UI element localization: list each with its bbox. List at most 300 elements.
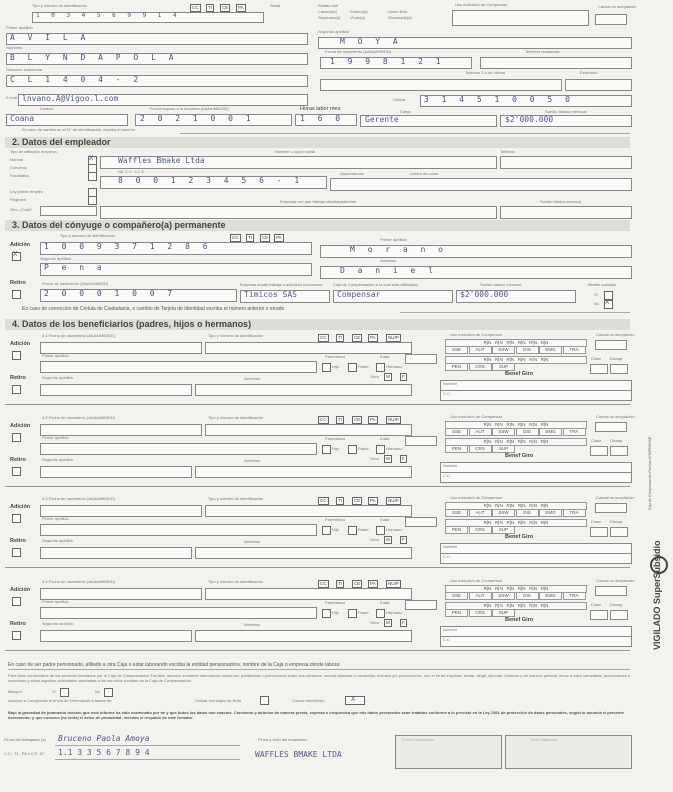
benef-nombre-label: Nombre <box>443 463 458 468</box>
nombres-value: B L Y N D A P O L A <box>10 53 178 62</box>
celular-label: Celular <box>393 97 406 102</box>
tipo-ley: Ley primer empleo <box>10 189 44 194</box>
benef-edad-label: Edad <box>380 354 390 359</box>
benef-doc-ti[interactable]: TI <box>338 498 342 503</box>
benef-segundo-field[interactable] <box>40 630 192 642</box>
celular-mensajes-label: Celular mensajes de texto <box>195 698 242 703</box>
section-2-title: 2. Datos del empleador <box>12 137 111 147</box>
benef-padre-label: Padre <box>358 527 369 532</box>
firma-trab-line <box>55 745 240 746</box>
benef-discap-box <box>610 364 628 374</box>
benef-adicion-checkbox[interactable] <box>12 433 21 442</box>
benef-discap-label: Discap <box>610 438 623 443</box>
dependencia-label: Dependencia <box>340 171 364 176</box>
benef-doc-cc[interactable]: CC <box>320 417 327 422</box>
benef-fecha-label: 4.3 Fecha de nacimiento (AAAA/MM/DD) <box>42 496 115 501</box>
benef-nombre-label: Nombre <box>443 381 458 386</box>
telefono-oficina-field[interactable] <box>320 79 562 91</box>
benef-doc-pa[interactable]: PA <box>370 581 376 586</box>
benef-doc-nuip[interactable]: NUIP <box>388 417 399 422</box>
conyuge-nombres-value: D a n i e l <box>340 266 437 275</box>
benef-numero-field[interactable] <box>205 424 412 436</box>
benef-hermano-label: Hermano <box>386 364 403 369</box>
benef-rn-row-2: R|N R|N R|N R|N R|N R|N <box>445 356 587 364</box>
correccion-line <box>400 312 630 313</box>
horas-value: 1 6 0 <box>300 114 345 123</box>
benef-causal-label: Causal no aceptación <box>596 414 635 419</box>
correo-label: Correo electrónico <box>292 698 325 703</box>
benef-sexo-label: Sexo <box>370 456 380 461</box>
conyuge-primer-value: M o r a n o <box>350 245 447 254</box>
causal-top: Causal no aceptación <box>598 4 637 9</box>
benef-edad-field[interactable] <box>405 354 437 364</box>
conyuge-subsidio-label: Recibe subsidio <box>588 282 617 287</box>
uso-cell: AUT <box>469 428 492 436</box>
uso-cell: CRS <box>469 609 492 617</box>
benef-cc-label: C.C. <box>443 637 451 642</box>
cc-value: 1.1 3 3 5 6 7 8 9 4 <box>58 748 150 757</box>
benef-adicion-checkbox[interactable] <box>12 351 21 360</box>
doc-option-pa[interactable]: PA <box>238 5 244 10</box>
conyuge-fecha-value: 2 0 0 0 1 0 0 7 <box>44 289 177 298</box>
estado-civil-label: Estado civil <box>318 3 339 8</box>
benef-causal-label: Causal no aceptación <box>596 495 635 500</box>
marque-si-checkbox[interactable] <box>60 688 69 697</box>
pensionado-line <box>8 669 630 670</box>
tipo-facultativo-checkbox[interactable] <box>88 172 97 181</box>
benef-sexo-f[interactable]: F <box>402 374 405 379</box>
benef-edad-field[interactable] <box>405 436 437 446</box>
uso-cell: TRA <box>563 592 586 600</box>
benef-tipo-label: Tipo y número de identificación <box>208 496 264 501</box>
celular-mensajes-checkbox[interactable] <box>260 696 269 705</box>
benef-doc-cc[interactable]: CC <box>320 498 327 503</box>
benef-clase-box <box>590 446 608 456</box>
uso-cell: PEN <box>445 526 468 534</box>
horas-label: Horas labor mes <box>300 106 341 112</box>
benef-rn-row-2: R|N R|N R|N R|N R|N R|N <box>445 438 587 446</box>
benef-giro-label: Benef Giro <box>505 453 534 459</box>
benef-tipo-label: Tipo y número de identificación <box>208 579 264 584</box>
cc-label: C.C., T.I., PA ó C.E. N° <box>4 751 45 756</box>
empleador-nombre-label: Nombre o razón social <box>275 149 316 154</box>
benef-doc-ti[interactable]: TI <box>338 417 342 422</box>
uso-cell: SSE <box>445 346 468 354</box>
conyuge-doc-ce[interactable]: CE <box>262 235 269 240</box>
benef-numero-field[interactable] <box>205 588 412 600</box>
benef-doc-ce[interactable]: CE <box>354 417 361 422</box>
benef-sexo-f[interactable]: F <box>402 620 405 625</box>
dependencia-field[interactable] <box>330 178 632 191</box>
firma-emp-value: WAFFLES BMAKE LTDA <box>255 750 342 759</box>
uso-cell: EMG <box>539 428 562 436</box>
conyuge-doc-pa[interactable]: PA <box>276 235 282 240</box>
benef-doc-nuip[interactable]: NUIP <box>388 581 399 586</box>
benef-discap-label: Discap <box>610 519 623 524</box>
tipo-normal: Normal <box>10 157 23 162</box>
conyuge-segundo-label: Segundo apellido <box>40 256 71 261</box>
benef-hijo-checkbox[interactable] <box>322 526 331 535</box>
fecha-nac-label: Fecha de nacimiento (AAAA/MM/DD) <box>325 49 392 54</box>
benef-primer-field[interactable] <box>40 361 317 373</box>
benef-hermano-label: Hermano <box>386 527 403 532</box>
conyuge-no-mark: X <box>605 298 610 306</box>
benef-primer-field[interactable] <box>40 524 317 536</box>
emp-sueldo-field[interactable] <box>500 206 632 219</box>
benef-hermano-checkbox[interactable] <box>376 526 385 535</box>
uso-cell: PEN <box>445 445 468 453</box>
benef-segundo-field[interactable] <box>40 384 192 396</box>
telefono-oficina-label: Teléfono 2 o de oficina <box>465 70 506 75</box>
benef-parentesco-label: Parentesco <box>325 600 346 605</box>
benef-segundo-label: Segundo apellido <box>42 375 73 380</box>
benef-giro-label: Benef Giro <box>505 534 534 540</box>
benef-nombres-field[interactable] <box>195 547 412 559</box>
benef-discap-label: Discap <box>610 356 623 361</box>
uso-cell: SSE <box>445 509 468 517</box>
benef-tipo-label: Tipo y número de identificación <box>208 415 264 420</box>
benef-separator <box>5 486 630 487</box>
benef-doc-ti[interactable]: TI <box>338 335 342 340</box>
benef-sexo-m[interactable]: M <box>386 456 390 461</box>
benef-doc-nuip[interactable]: NUIP <box>388 498 399 503</box>
firma-emp-label: Firma y sello del empleador <box>258 737 308 742</box>
nit-label: Nit, C.C. o C.E. <box>118 169 146 174</box>
benef-cc-label: C.C. <box>443 554 451 559</box>
conyuge-caja-label: Caja de Compensación a la cual está afiliado(a) <box>333 282 418 287</box>
marque-no-checkbox[interactable] <box>104 688 113 697</box>
benef-rn-row: R|N R|N R|N R|N R|N R|N <box>445 421 587 429</box>
benef-nombres-label: Nombres <box>244 539 261 544</box>
conyuge-adicion-mark: X <box>13 250 18 258</box>
benef-sexo-f[interactable]: F <box>402 456 405 461</box>
uso-cell: AUT <box>469 346 492 354</box>
benef-nombres-field[interactable] <box>195 384 412 396</box>
benef-doc-cc[interactable]: CC <box>320 335 327 340</box>
benef-retiro-label: Retiro <box>10 375 26 381</box>
benef-uso-label: Uso exclusivo de Compensar <box>450 414 503 419</box>
benef-segundo-field[interactable] <box>40 466 192 478</box>
benef-rn-row-2: R|N R|N R|N R|N R|N R|N <box>445 519 587 527</box>
uso-cell: PEN <box>445 609 468 617</box>
benef-clase-box <box>590 364 608 374</box>
nit-value: 8 0 0 1 2 3 4 5 6 - 1 <box>118 176 304 185</box>
doc-option-ti[interactable]: TI <box>208 5 212 10</box>
benef-rn-row-2: R|N R|N R|N R|N R|N R|N <box>445 602 587 610</box>
benef-fecha-label: 4.2 Fecha de nacimiento (AAAA/MM/DD) <box>42 415 115 420</box>
causal-box-top <box>595 14 627 25</box>
benef-nombres-label: Nombres <box>244 376 261 381</box>
estado-union[interactable]: Unión libre <box>388 9 408 14</box>
benef-hermano-label: Hermano <box>386 446 403 451</box>
uso-cell: DIS <box>516 592 539 600</box>
benef-sexo-m[interactable]: M <box>386 537 390 542</box>
benef-padre-label: Padre <box>358 610 369 615</box>
conyuge-retiro-checkbox[interactable] <box>12 290 21 299</box>
benef-giro-label: Benef Giro <box>505 617 534 623</box>
benef-padre-checkbox[interactable] <box>348 363 357 372</box>
estado-divorciado[interactable]: Divorciado(a) <box>388 15 412 20</box>
benef-hermano-label: Hermano <box>386 610 403 615</box>
benef-discap-box <box>610 610 628 620</box>
uso-cell: AUT <box>469 509 492 517</box>
sueldo-value: $2'000.000 <box>505 115 554 124</box>
benef-segundo-label: Segundo apellido <box>42 538 73 543</box>
benef-discap-box <box>610 446 628 456</box>
benef-padre-checkbox[interactable] <box>348 445 357 454</box>
benef-primer-field[interactable] <box>40 443 317 455</box>
benef-parentesco-label: Parentesco <box>325 436 346 441</box>
benef-adicion-checkbox[interactable] <box>12 597 21 606</box>
tipo-regimen-checkbox[interactable] <box>88 196 97 205</box>
uso-exclusivo-top: Uso exclusivo de Compensar <box>455 2 508 7</box>
benef-hijo-checkbox[interactable] <box>322 445 331 454</box>
benef-retiro-label: Retiro <box>10 457 26 463</box>
extension-label: Extensión <box>580 70 598 75</box>
sello-digitacion-box <box>505 735 632 769</box>
benef-retiro-checkbox[interactable] <box>12 385 21 394</box>
conyuge-si-label: Sí <box>594 292 598 297</box>
benef-nombres-field[interactable] <box>195 466 412 478</box>
tipo-otro-field[interactable] <box>40 206 97 216</box>
uso-cell: EMG <box>539 509 562 517</box>
estado-viudo[interactable]: Viudo(a) <box>350 15 366 20</box>
uso-cell: DIS <box>516 346 539 354</box>
marque-no-label: No <box>95 689 101 694</box>
benef-doc-ce[interactable]: CE <box>354 581 361 586</box>
benef-doc-pa[interactable]: PA <box>370 417 376 422</box>
telefono-label: Teléfono residencia <box>525 49 560 54</box>
benef-sexo-label: Sexo <box>370 374 380 379</box>
benef-hermano-checkbox[interactable] <box>376 445 385 454</box>
benef-uso-label: Uso exclusivo de Compensar <box>450 495 503 500</box>
benef-adicion-label: Adición <box>10 423 31 429</box>
supersubsidio-logo-icon <box>650 556 668 574</box>
benef-doc-cc[interactable]: CC <box>320 581 327 586</box>
benef-cc-field[interactable] <box>440 390 632 401</box>
uso-cell: EMG <box>539 592 562 600</box>
uso-cell: TRA <box>563 428 586 436</box>
sello-digitacion-label: Sello Digitación <box>530 737 558 742</box>
benef-segundo-label: Segundo apellido <box>42 457 73 462</box>
empleador-telefono-field[interactable] <box>500 156 632 169</box>
cargo-value: Gerente <box>365 115 399 124</box>
direccion-label: Dirección residencia <box>6 67 43 72</box>
benef-giro-label: Benef Giro <box>505 371 534 377</box>
benef-separator <box>5 567 630 568</box>
fecha-nac-value: 1 9 9 8 1 2 1 <box>330 57 445 66</box>
benef-retiro-label: Retiro <box>10 621 26 627</box>
extension-field[interactable] <box>565 79 632 91</box>
benef-clase-label: Clase <box>591 438 602 443</box>
simultanea-label: Empresa con que trabaja simultáneamente <box>280 199 357 204</box>
benef-adicion-label: Adición <box>10 587 31 593</box>
firma-trab-label: Firma del trabajador (a) <box>4 737 46 742</box>
uso-cell: AUT <box>469 592 492 600</box>
benef-padre-checkbox[interactable] <box>348 609 357 618</box>
benef-hermano-checkbox[interactable] <box>376 363 385 372</box>
benef-hijo-label: Hijo <box>332 446 339 451</box>
benef-adicion-label: Adición <box>10 341 31 347</box>
fecha-ingreso-label: Fecha ingreso a la empresa (AAAA/MM/DD) <box>150 106 229 111</box>
benef-separator <box>5 404 630 405</box>
benef-cc-field[interactable] <box>440 472 632 483</box>
uso-cell: SUP <box>492 445 515 453</box>
benef-primer-field[interactable] <box>40 607 317 619</box>
uso-cell: CRS <box>469 363 492 371</box>
nombres-label: Nombres <box>6 45 23 50</box>
benef-retiro-checkbox[interactable] <box>12 467 21 476</box>
primer-apellido-label: Primer apellido <box>6 25 33 30</box>
primer-apellido-value: A V I L A <box>10 33 90 42</box>
uso-cell: SSE <box>445 428 468 436</box>
benef-doc-ti[interactable]: TI <box>338 581 342 586</box>
benef-doc-ce[interactable]: CE <box>354 498 361 503</box>
benef-cc-field[interactable] <box>440 553 632 564</box>
benef-padre-label: Padre <box>358 446 369 451</box>
benef-numero-field[interactable] <box>205 505 412 517</box>
benef-clase-box <box>590 527 608 537</box>
benef-hijo-label: Hijo <box>332 610 339 615</box>
uso-cell: PEN <box>445 363 468 371</box>
juramento-text: Bajo la gravedad de juramento declaro que este informe ha sido examinado por mí y que todos los datos son exactos. Consiento y autorizo de manera previa, expresa e inequívoca que mis datos personales sean tratados conforme a lo previsto en la Ley 1581 de protección de datos personales, según lo anuncia el presente documento; y que conozco (he leído) el aviso de privacidad, incluido el respaldo de este formato. <box>8 710 624 720</box>
pensionado-note: En caso de ser padre pensionado, afiliado a otra Caja o estar laborando escriba la entidad pensionadora, nombre de la Caja o empresa donde labora: <box>8 662 341 668</box>
estado-soltero[interactable]: Soltero(a) <box>350 9 368 14</box>
benef-numero-field[interactable] <box>205 342 412 354</box>
estado-casado[interactable]: Casado(a) <box>318 9 337 14</box>
uso-cell: SUP <box>492 363 515 371</box>
uso-cell: SSW <box>492 592 515 600</box>
benef-segundo-field[interactable] <box>40 547 192 559</box>
benef-causal-label: Causal no aceptación <box>596 578 635 583</box>
benef-causal-label: Causal no aceptación <box>596 332 635 337</box>
uso-cell: SSW <box>492 428 515 436</box>
benef-hijo-checkbox[interactable] <box>322 363 331 372</box>
marque-label: Marque: <box>8 689 23 694</box>
benef-causal-box <box>595 422 627 432</box>
conyuge-empresa-label: Empresa donde trabaja o actividad económica <box>240 282 323 287</box>
email-value: lnvano.A@Vigoo.l.com <box>22 94 119 103</box>
benef-cc-label: C.C. <box>443 473 451 478</box>
estado-separado[interactable]: Separado(a) <box>318 15 341 20</box>
benef-adicion-checkbox[interactable] <box>12 514 21 523</box>
uso-cell: SSW <box>492 509 515 517</box>
fecha-ingreso-value: 2 0 2 1 0 0 1 <box>140 114 255 123</box>
conyuge-sueldo-label: Sueldo básico mensual <box>480 282 522 287</box>
conyuge-sueldo-value: $2'000.000 <box>460 290 509 299</box>
ciudad-label: Ciudad <box>40 106 53 111</box>
autorizo-text: Autorizo a Compensar el envío de información a través de: <box>8 698 113 703</box>
tipo-regimen: Régimen <box>10 197 27 202</box>
benef-nombres-label: Nombres <box>244 458 261 463</box>
conyuge-fecha-label: Fecha de nacimiento (AAAA/MM/DD) <box>42 281 109 286</box>
benef-edad-field[interactable] <box>405 600 437 610</box>
benef-clase-box <box>590 610 608 620</box>
tipo-afiliacion-label: Tipo de afiliación empresa <box>10 149 57 154</box>
cambio-line <box>180 133 630 134</box>
doc-option-cc[interactable]: CC <box>192 5 199 10</box>
benef-primer-label: Primer apellido <box>42 435 69 440</box>
benef-nombres-label: Nombres <box>244 622 261 627</box>
benef-sexo-m[interactable]: M <box>386 620 390 625</box>
benef-edad-label: Edad <box>380 436 390 441</box>
tipo-facultativo: Facultativo <box>10 173 30 178</box>
conyuge-doc-ti[interactable]: TI <box>248 235 252 240</box>
conyuge-no-label: No <box>594 301 600 306</box>
benef-fecha-label: 4.1 Fecha de nacimiento (AAAA/MM/DD) <box>42 333 115 338</box>
benef-hijo-label: Hijo <box>332 364 339 369</box>
uso-cell: EMG <box>539 346 562 354</box>
tipo-otro: Otro ¿Cuál? <box>10 207 32 212</box>
uso-cell: DIS <box>516 509 539 517</box>
benef-doc-ce[interactable]: CE <box>354 335 361 340</box>
uso-cell: SUP <box>492 526 515 534</box>
benef-edad-label: Edad <box>380 517 390 522</box>
benef-padre-checkbox[interactable] <box>348 526 357 535</box>
benef-separator <box>5 650 630 651</box>
benef-causal-box <box>595 340 627 350</box>
doc-option-ce[interactable]: CE <box>222 5 229 10</box>
correo-mark: X <box>351 695 356 703</box>
benef-nombre-label: Nombre <box>443 627 458 632</box>
benef-clase-label: Clase <box>591 356 602 361</box>
centro-costo-label: Centro de costo <box>410 171 439 176</box>
benef-primer-label: Primer apellido <box>42 516 69 521</box>
telefono-field[interactable] <box>480 57 632 69</box>
doc-type-label: Tipo y número de identificación <box>32 3 88 8</box>
benef-sexo-label: Sexo <box>370 620 380 625</box>
benef-retiro-checkbox[interactable] <box>12 631 21 640</box>
uso-cell: TRA <box>563 509 586 517</box>
uso-cell: SSW <box>492 346 515 354</box>
benef-doc-nuip[interactable]: NUIP <box>388 335 399 340</box>
vigilado-text: VIGILADO SuperSubsidio <box>652 540 662 650</box>
benef-rn-row: R|N R|N R|N R|N R|N R|N <box>445 502 587 510</box>
benef-primer-label: Primer apellido <box>42 353 69 358</box>
conyuge-doc-cc[interactable]: CC <box>232 235 239 240</box>
uso-cell: SSE <box>445 592 468 600</box>
benef-cc-field[interactable] <box>440 636 632 647</box>
fecha-radicacion-label: Fecha Radicación <box>402 737 435 742</box>
benef-doc-pa[interactable]: PA <box>370 335 376 340</box>
benef-sexo-m[interactable]: M <box>386 374 390 379</box>
benef-retiro-checkbox[interactable] <box>12 548 21 557</box>
ciudad-value: Coana <box>10 114 35 123</box>
simultanea-field[interactable] <box>100 206 497 219</box>
benef-doc-pa[interactable]: PA <box>370 498 376 503</box>
benef-cc-label: C.C. <box>443 391 451 396</box>
benef-edad-field[interactable] <box>405 517 437 527</box>
benef-causal-box <box>595 503 627 513</box>
celular-value: 3 1 4 5 1 0 0 5 0 <box>424 95 574 104</box>
benef-uso-label: Uso exclusivo de Compensar <box>450 332 503 337</box>
benef-nombres-field[interactable] <box>195 630 412 642</box>
benef-causal-box <box>595 586 627 596</box>
benef-sexo-label: Sexo <box>370 537 380 542</box>
uso-cell: CRS <box>469 445 492 453</box>
benef-hermano-checkbox[interactable] <box>376 609 385 618</box>
conyuge-nombres-label: Nombres <box>380 258 397 263</box>
cargo-label: Cargo <box>400 109 411 114</box>
section-4-title: 4. Datos de los beneficiarios (padres, hijos o hermanos) <box>12 319 252 329</box>
benef-sexo-f[interactable]: F <box>402 537 405 542</box>
emp-sueldo-label: Sueldo básico mensual <box>540 199 582 204</box>
benef-rn-row: R|N R|N R|N R|N R|N R|N <box>445 585 587 593</box>
benef-adicion-label: Adición <box>10 504 31 510</box>
benef-hijo-checkbox[interactable] <box>322 609 331 618</box>
side-small-text: Caja de Compensación Familiar COMPENSAR <box>648 436 652 510</box>
marque-si-label: Sí <box>52 689 56 694</box>
